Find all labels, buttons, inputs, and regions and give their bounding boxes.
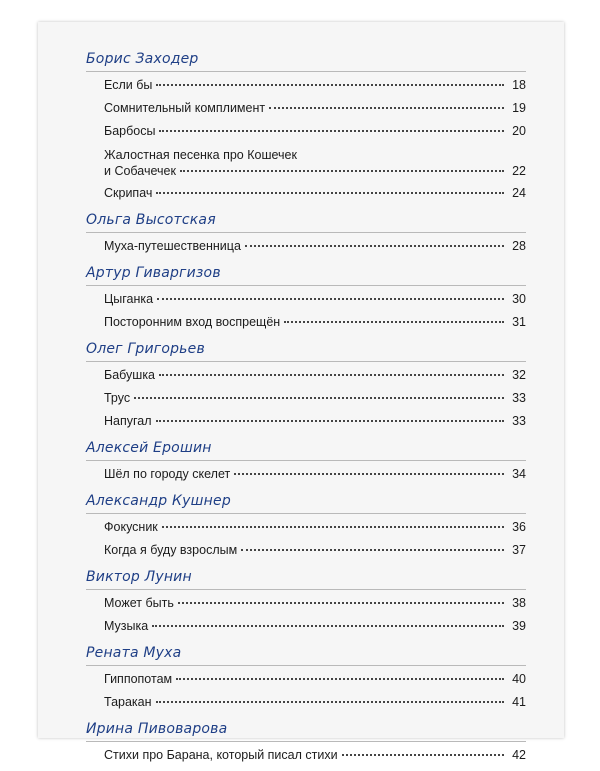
page-number: 41	[512, 695, 526, 709]
entry-title: Таракан	[104, 695, 152, 709]
entry-title: Бабушка	[104, 368, 156, 382]
toc-section	[86, 642, 526, 714]
author-divider	[86, 741, 526, 742]
author-name: Ирина Пивоварова	[86, 721, 228, 737]
dot-leader	[156, 192, 504, 194]
toc-section	[86, 48, 526, 205]
page-number: 40	[512, 672, 526, 686]
dot-leader	[156, 84, 504, 86]
entry-title: Посторонним вход воспрещён	[104, 315, 281, 329]
toc-entry[interactable]	[104, 516, 526, 539]
dot-leader	[152, 625, 504, 627]
author-name: Рената Муха	[86, 645, 182, 661]
toc-entry[interactable]	[104, 311, 526, 334]
entry-title: Муха-путешественница	[104, 239, 241, 253]
toc-entry[interactable]	[104, 235, 526, 258]
toc-section	[86, 209, 526, 258]
dot-leader	[156, 420, 504, 422]
toc-entry[interactable]	[104, 592, 526, 615]
dot-leader	[178, 602, 504, 604]
entry-title: Шёл по городу скелет	[104, 467, 231, 481]
dot-leader	[176, 678, 504, 680]
page-number: 22	[512, 164, 526, 178]
table-of-contents	[86, 48, 526, 771]
book-page	[38, 22, 564, 762]
toc-entry[interactable]	[104, 120, 526, 143]
toc-section	[86, 262, 526, 334]
toc-entry[interactable]	[104, 744, 526, 767]
toc-entry[interactable]	[104, 691, 526, 714]
author-name: Алексей Ерошин	[86, 440, 212, 456]
author-divider	[86, 460, 526, 461]
author-name: Борис Заходер	[86, 51, 199, 67]
toc-entry[interactable]	[104, 668, 526, 691]
dot-leader	[269, 107, 504, 109]
author-name: Виктор Лунин	[86, 569, 192, 585]
author-divider	[86, 665, 526, 666]
entry-title: Барбосы	[104, 124, 156, 138]
dot-leader	[159, 374, 504, 376]
page-number: 33	[512, 391, 526, 405]
toc-entry[interactable]	[104, 539, 526, 562]
toc-entry[interactable]	[104, 387, 526, 410]
dot-leader	[241, 549, 504, 551]
author-name: Олег Григорьев	[86, 341, 205, 357]
author-divider	[86, 71, 526, 72]
dot-leader	[162, 526, 504, 528]
entry-title: Стихи про Барана, который писал стихи	[104, 748, 338, 762]
toc-entry[interactable]	[104, 410, 526, 433]
dot-leader	[157, 298, 504, 300]
entry-title: Трус	[104, 391, 131, 405]
page-number: 34	[512, 467, 526, 481]
toc-section	[86, 490, 526, 562]
toc-entry[interactable]	[104, 143, 526, 182]
dot-leader	[156, 701, 504, 703]
entry-title: Музыка	[104, 619, 149, 633]
entry-title-line1: Жалостная песенка про Кошечек	[104, 148, 297, 162]
page-number: 38	[512, 596, 526, 610]
page-number: 30	[512, 292, 526, 306]
entry-title: Если бы	[104, 78, 153, 92]
entry-title: Фокусник	[104, 520, 158, 534]
page-number: 33	[512, 414, 526, 428]
toc-entry[interactable]	[104, 364, 526, 387]
toc-entry[interactable]	[104, 615, 526, 638]
dot-leader	[234, 473, 504, 475]
entry-title: Цыганка	[104, 292, 154, 306]
toc-entry[interactable]	[104, 182, 526, 205]
toc-entry[interactable]	[104, 288, 526, 311]
toc-entry[interactable]	[104, 463, 526, 486]
entry-title: Может быть	[104, 596, 174, 610]
page-number: 37	[512, 543, 526, 557]
author-name: Александр Кушнер	[86, 493, 231, 509]
page-number: 39	[512, 619, 526, 633]
author-divider	[86, 232, 526, 233]
entry-title: Гиппопотам	[104, 672, 173, 686]
toc-section	[86, 718, 526, 767]
entry-title: Когда я буду взрослым	[104, 543, 238, 557]
entry-title: Скрипач	[104, 186, 153, 200]
author-name: Ольга Высотская	[86, 212, 216, 228]
dot-leader	[134, 397, 504, 399]
author-divider	[86, 513, 526, 514]
toc-section	[86, 338, 526, 433]
page-number: 20	[512, 124, 526, 138]
page-number: 42	[512, 748, 526, 762]
author-name: Артур Гиваргизов	[86, 265, 221, 281]
entry-title: Сомнительный комплимент	[104, 101, 266, 115]
dot-leader	[245, 245, 504, 247]
author-divider	[86, 285, 526, 286]
page-number: 28	[512, 239, 526, 253]
toc-section	[86, 437, 526, 486]
toc-entry[interactable]	[104, 97, 526, 120]
page-number: 18	[512, 78, 526, 92]
dot-leader	[180, 170, 504, 172]
page-number: 36	[512, 520, 526, 534]
dot-leader	[284, 321, 504, 323]
entry-title: Напугал	[104, 414, 152, 428]
entry-title-line2: и Собачечек	[104, 164, 176, 178]
toc-entry[interactable]	[104, 74, 526, 97]
page-number: 32	[512, 368, 526, 382]
dot-leader	[159, 130, 504, 132]
page-number: 31	[512, 315, 526, 329]
toc-section	[86, 566, 526, 638]
page-number: 24	[512, 186, 526, 200]
author-divider	[86, 361, 526, 362]
dot-leader	[342, 754, 504, 756]
author-divider	[86, 589, 526, 590]
page-number: 19	[512, 101, 526, 115]
